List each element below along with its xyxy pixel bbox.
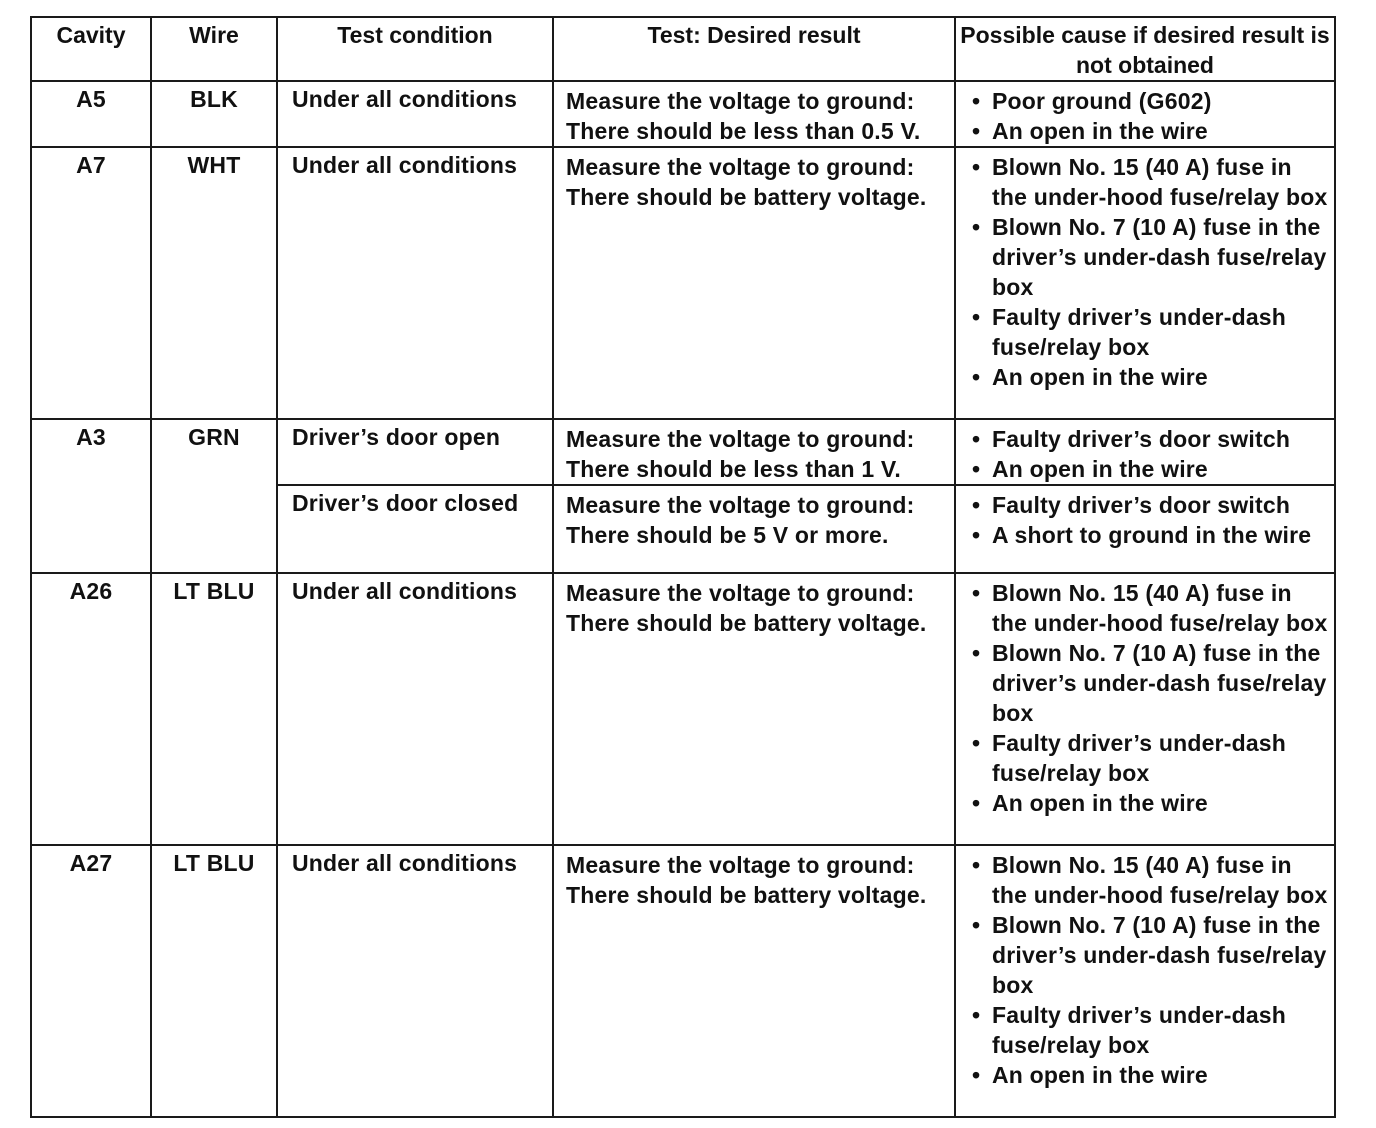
cause-item: • A short to ground in the wire xyxy=(966,520,1330,550)
cause-item: • Blown No. 7 (10 A) fuse in the driver’s under-dash fuse/relay box xyxy=(966,212,1330,302)
cause-item: • Faulty driver’s door switch xyxy=(966,424,1330,454)
condition-cell: Driver’s door closed xyxy=(277,485,553,573)
cause-cell xyxy=(955,573,1335,845)
result-line: There should be 5 V or more. xyxy=(566,522,889,548)
cause-item: • An open in the wire xyxy=(966,362,1330,392)
result-cell xyxy=(553,573,955,845)
wire-cell: LT BLU xyxy=(151,573,277,845)
table-row xyxy=(31,81,1335,147)
result-cell xyxy=(553,419,955,485)
wire-cell: LT BLU xyxy=(151,845,277,1117)
cavity-cell: A27 xyxy=(31,845,151,1117)
cause-item: • Faulty driver’s under-dash fuse/relay box xyxy=(966,728,1330,788)
table-row xyxy=(31,419,1335,485)
cause-list xyxy=(966,490,1330,550)
condition-cell: Under all conditions xyxy=(277,147,553,419)
cavity-cell: A3 xyxy=(31,419,151,573)
cause-item: • Faulty driver’s door switch xyxy=(966,490,1330,520)
wire-cell: WHT xyxy=(151,147,277,419)
cause-item: • An open in the wire xyxy=(966,454,1330,484)
table-row xyxy=(31,147,1335,419)
cause-cell xyxy=(955,147,1335,419)
cavity-cell: A5 xyxy=(31,81,151,147)
cause-item: • Blown No. 15 (40 A) fuse in the under-hood fuse/relay box xyxy=(966,850,1330,910)
header-wire: Wire xyxy=(151,17,277,81)
cause-item: • Poor ground (G602) xyxy=(966,86,1330,116)
cause-list xyxy=(966,86,1330,146)
result-line: There should be battery voltage. xyxy=(566,882,927,908)
header-possible-cause: Possible cause if desired result is not obtained xyxy=(955,17,1335,81)
cause-item: • Blown No. 15 (40 A) fuse in the under-hood fuse/relay box xyxy=(966,152,1330,212)
result-cell xyxy=(553,485,955,573)
result-cell xyxy=(553,845,955,1117)
cause-list xyxy=(966,578,1330,818)
cause-item: • An open in the wire xyxy=(966,788,1330,818)
wire-cell: GRN xyxy=(151,419,277,573)
cause-cell xyxy=(955,81,1335,147)
condition-cell: Under all conditions xyxy=(277,573,553,845)
result-line: There should be battery voltage. xyxy=(566,610,927,636)
cavity-cell: A26 xyxy=(31,573,151,845)
result-line: Measure the voltage to ground: xyxy=(566,426,915,452)
result-line: There should be battery voltage. xyxy=(566,184,927,210)
header-test-condition: Test condition xyxy=(277,17,553,81)
cause-list xyxy=(966,850,1330,1090)
cause-item: • An open in the wire xyxy=(966,1060,1330,1090)
cause-cell xyxy=(955,485,1335,573)
cause-item: • Blown No. 7 (10 A) fuse in the driver’s under-dash fuse/relay box xyxy=(966,638,1330,728)
table-row xyxy=(31,573,1335,845)
header-desired-result: Test: Desired result xyxy=(553,17,955,81)
result-cell xyxy=(553,147,955,419)
cavity-cell: A7 xyxy=(31,147,151,419)
cause-list xyxy=(966,424,1330,484)
cause-item: • Faulty driver’s under-dash fuse/relay box xyxy=(966,1000,1330,1060)
condition-cell: Driver’s door open xyxy=(277,419,553,485)
cause-cell xyxy=(955,419,1335,485)
result-line: Measure the voltage to ground: xyxy=(566,88,915,114)
result-line: Measure the voltage to ground: xyxy=(566,154,915,180)
result-line: Measure the voltage to ground: xyxy=(566,852,915,878)
header-row xyxy=(31,17,1335,81)
table-row xyxy=(31,845,1335,1117)
condition-cell: Under all conditions xyxy=(277,845,553,1117)
header-cavity: Cavity xyxy=(31,17,151,81)
result-cell xyxy=(553,81,955,147)
result-line: Measure the voltage to ground: xyxy=(566,492,915,518)
cause-cell xyxy=(955,845,1335,1117)
result-line: There should be less than 1 V. xyxy=(566,456,901,482)
result-line: Measure the voltage to ground: xyxy=(566,580,915,606)
cause-item: • Blown No. 7 (10 A) fuse in the driver’s under-dash fuse/relay box xyxy=(966,910,1330,1000)
wire-cell: BLK xyxy=(151,81,277,147)
result-line: There should be less than 0.5 V. xyxy=(566,118,921,144)
cause-item: • Faulty driver’s under-dash fuse/relay box xyxy=(966,302,1330,362)
cause-item: • An open in the wire xyxy=(966,116,1330,146)
condition-cell: Under all conditions xyxy=(277,81,553,147)
troubleshooting-table xyxy=(30,16,1336,1118)
cause-list xyxy=(966,152,1330,392)
cause-item: • Blown No. 15 (40 A) fuse in the under-hood fuse/relay box xyxy=(966,578,1330,638)
